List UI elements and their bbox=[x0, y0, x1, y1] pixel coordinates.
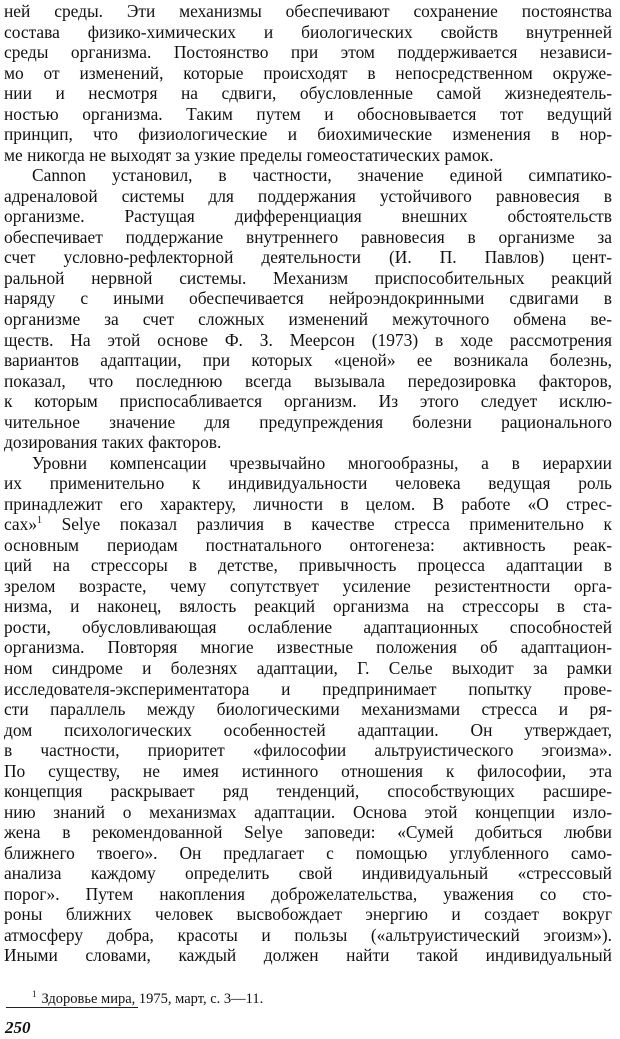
text-line: сти параллель между биологическими механизмами стресса и ря- bbox=[4, 699, 612, 719]
text-line: организма. Повторяя многие известные положения об адаптацион- bbox=[4, 637, 612, 657]
text-line: состава физико-химических и биологических свойств внутренней bbox=[4, 22, 612, 42]
text-line: ральной нервной системы. Механизм приспособительных реакций bbox=[4, 268, 612, 288]
text-line: исследователя-экспериментатора и предпринимает попытку прове- bbox=[4, 679, 612, 699]
text-line: рости, обусловливающая ослабление адаптационных способностей bbox=[4, 617, 612, 637]
text-line: Иными словами, каждый должен найти такой индивидуальный bbox=[4, 945, 612, 965]
text-line: ней среды. Эти механизмы обеспечивают сохранение постоянства bbox=[4, 1, 612, 21]
text-line: наряду с иными обеспечивается нейроэндокринными сдвигами в bbox=[4, 288, 612, 308]
text-line: принцип, что физиологические и биохимические изменения в нор- bbox=[4, 124, 612, 144]
text-line: счет условно-рефлекторной деятельности (И. П. Павлов) цент- bbox=[4, 247, 612, 267]
text-line: концепция раскрывает ряд тенденций, способствующих расшире- bbox=[4, 781, 612, 801]
text-line: дом психологических особенностей адаптации. Он утверждает, bbox=[4, 720, 612, 740]
text-line: дозирования таких факторов. bbox=[4, 432, 222, 452]
text-line: порог». Путем накопления доброжелательства, уважения со сто- bbox=[4, 884, 612, 904]
text-line: основным периодам постнатального онтогенеза: активность реак- bbox=[4, 535, 612, 555]
page-number: 250 bbox=[5, 1018, 31, 1037]
text-line: ществ. На этой основе Ф. З. Меерсон (1973) в ходе рассмотрения bbox=[4, 330, 612, 350]
text-line: адреналовой системы для поддержания устойчивого равновесия в bbox=[4, 186, 612, 206]
text-line: атмосферу добра, красоты и пользы («альтруистический эгоизм»). bbox=[4, 925, 612, 945]
text-line: их применительно к индивидуальности человека ведущая роль bbox=[4, 473, 612, 493]
text-line: ностью организма. Таким путем и обосновывается тот ведущий bbox=[4, 104, 612, 124]
text-line: ближнего твоего». Он предлагает с помощью углубленного само- bbox=[4, 843, 612, 863]
text-line: чительное значение для предупреждения болезни рационального bbox=[4, 412, 612, 432]
text-line: принадлежит его характеру, личности в целом. В работе «О стрес- bbox=[4, 494, 612, 514]
text-line: роны ближних человек высвобождает энергию и создает вокруг bbox=[4, 904, 612, 924]
text-line: среды организма. Постоянство при этом поддерживается независи- bbox=[4, 42, 612, 62]
text-line: По существу, не имея истинного отношения к философии, эта bbox=[4, 761, 612, 781]
text-line: показал, что последнюю всегда вызывала передозировка факторов, bbox=[4, 371, 612, 391]
text-line: сах»$^1$ Selye показал различия в качестве стресса применительно к bbox=[4, 514, 612, 534]
text-line: ном синдроме и болезнях адаптации, Г. Селье выходит за рамки bbox=[4, 658, 612, 678]
text-line: нию знаний о механизмах адаптации. Основа этой концепции изло- bbox=[4, 802, 612, 822]
text-line: мо от изменений, которые происходят в непосредственном окруже- bbox=[4, 63, 612, 83]
text-line: ме никогда не выходят за узкие пределы гомеостатических рамок. bbox=[4, 145, 494, 165]
text-line: организме за счет сложных изменений межуточного обмена ве- bbox=[4, 309, 612, 329]
paragraph-start-line: Cannon установил, в частности, значение единой симпатико- bbox=[32, 165, 612, 185]
text-line: жена в рекомендованной Selye заповеди: «Сумей добиться любви bbox=[4, 822, 612, 842]
text-line: обеспечивает поддержание внутреннего равновесия в организме за bbox=[4, 227, 612, 247]
paragraph-start-line: Уровни компенсации чрезвычайно многообразны, а в иерархии bbox=[32, 453, 612, 473]
text-line: нии и несмотря на сдвиги, обусловленные самой жизнедеятель- bbox=[4, 83, 612, 103]
footnote bbox=[32, 989, 263, 1009]
text-line: в частности, приоритет «философии альтруистического эгоизма». bbox=[4, 740, 612, 760]
text-line: ций на стрессоры в детстве, привычность процесса адаптации в bbox=[4, 555, 612, 575]
footnote-text: Здоровье мира, 1975, март, с. 3—11. bbox=[41, 991, 264, 1007]
text-line: вариантов адаптации, при которых «ценой» ее возникала болезнь, bbox=[4, 350, 612, 370]
footnote-reference: 1 bbox=[37, 515, 43, 527]
text-line: организме. Растущая дифференциация внешних обстоятельств bbox=[4, 206, 612, 226]
text-line: анализа каждому определить свой индивидуальный «стрессовый bbox=[4, 863, 612, 883]
text-line: низма, и наконец, вялость реакций организма на стрессоры в ста- bbox=[4, 596, 612, 616]
text-line: к которым приспосабливается организм. Из этого следует исклю- bbox=[4, 391, 612, 411]
footnote-marker: 1 bbox=[32, 989, 37, 1000]
text-line: зрелом возрасте, чему сопутствует усиление резистентности орга- bbox=[4, 576, 612, 596]
